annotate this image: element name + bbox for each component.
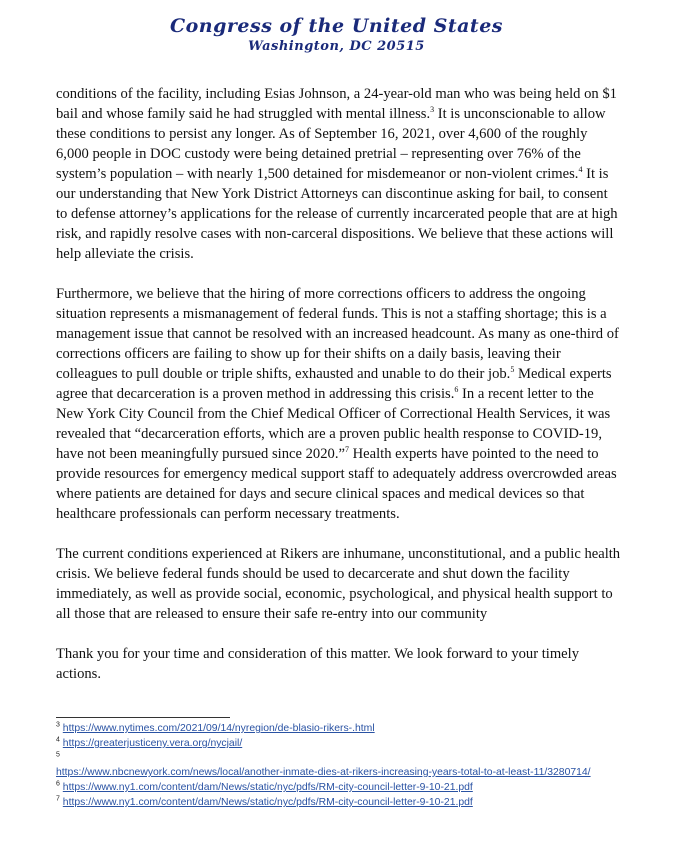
- footnote-link-3[interactable]: https://www.nytimes.com/2021/09/14/nyregion/de-blasio-rikers-.html: [62, 723, 375, 734]
- footnote-ref-5: 5: [510, 365, 515, 375]
- footnote-ref-7: 7: [344, 445, 349, 455]
- footnote-7: $^7$ https://www.ny1.com/content/dam/News/static/nyc/pdfs/RM-city-council-letter-9-10-21.pdf: [56, 795, 473, 808]
- footnote-ref-4: 4: [578, 165, 583, 175]
- letter-body: [56, 84, 621, 704]
- footnote-divider: [56, 717, 230, 718]
- paragraph-2: Furthermore, we believe that the hiring of more corrections officers to address the ongoing situation represents a mismanagement of federal funds. This is not a staffing shortage; this is a management issue that cannot be resolved with an increased headcount. As many as one-third of corrections officers are failing to show up for their shifts on a daily basis, leaving their colleagues to pull double or triple shifts, exhausted and unable to do their job.$^5$ Medical experts agree that decarceration is a proven method in addressing this crisis.$^6$ In a recent letter to the New York City Council from the Chief Medical Officer of Correctional Health Services, it was revealed that “decarceration efforts, which are a proven public health response to COVID-19, have not been meaningfully pursued since 2020.”$^7$ Health experts have pointed to the need to provide resources for emergency medical support staff to adequately address overcrowded areas where patients are detained for days and secure clinical spaces and medical devices so that healthcare professionals can perform necessary treatments.: [56, 286, 619, 522]
- footnote-3: $^3$ https://www.nytimes.com/2021/09/14/nyregion/de-blasio-rikers-.html: [56, 721, 375, 734]
- footnote-5: $^5$ https://www.nbcnewyork.com/news/local/another-inmate-dies-at-rikers-increasing-years-total-to-at-least-11/3280714/: [56, 751, 591, 778]
- letterhead: [0, 14, 673, 56]
- paragraph-1: conditions of the facility, including Esias Johnson, a 24-year-old man who was being held on $1 bail and whose family said he had struggled with mental illness.$^3$ It is unconscionable to allow these conditions to persist any longer. As of September 16, 2021, over 4,600 of the roughly 6,000 people in DOC custody were being detained pretrial – representing over 76% of the system’s population – with nearly 1,500 detained for misdemeanor or non-violent crimes.$^4$ It is our understanding that New York District Attorneys can discontinue asking for bail, to consent to defense attorney’s applications for the release of currently incarcerated people that are at high risk, and rapidly resolve cases with non-carceral dispositions. We believe that these actions will help alleviate the crisis.: [56, 86, 618, 262]
- footnote-6: $^6$ https://www.ny1.com/content/dam/News/static/nyc/pdfs/RM-city-council-letter-9-10-21.pdf: [56, 780, 473, 793]
- paragraph-4: Thank you for your time and consideration of this matter. We look forward to your timely actions.: [56, 646, 580, 682]
- letterhead-title: Congress of the United States: [170, 15, 503, 37]
- footnotes: [56, 722, 626, 811]
- footnote-4: $^4$ https://greaterjusticeny.vera.org/nycjail/: [56, 736, 243, 749]
- footnote-link-6[interactable]: https://www.ny1.com/content/dam/News/static/nyc/pdfs/RM-city-council-letter-9-10-21.pdf: [62, 782, 473, 793]
- letterhead-subtitle: Washington, DC 20515: [248, 39, 425, 54]
- footnote-ref-6: 6: [454, 385, 459, 395]
- footnote-link-5[interactable]: https://www.nbcnewyork.com/news/local/another-inmate-dies-at-rikers-increasing-years-total-to-at-least-11/3280714/: [56, 767, 591, 778]
- footnote-ref-3: 3: [430, 105, 435, 115]
- paragraph-3: The current conditions experienced at Rikers are inhumane, unconstitutional, and a public health crisis. We believe federal funds should be used to decarcerate and shut down the facility immediately, as well as provide social, economic, psychological, and physical health support to all those that are released to ensure their safe re-entry into our community: [56, 546, 621, 622]
- footnote-link-4[interactable]: https://greaterjusticeny.vera.org/nycjail/: [62, 738, 243, 749]
- footnote-link-7[interactable]: https://www.ny1.com/content/dam/News/static/nyc/pdfs/RM-city-council-letter-9-10-21.pdf: [62, 797, 473, 808]
